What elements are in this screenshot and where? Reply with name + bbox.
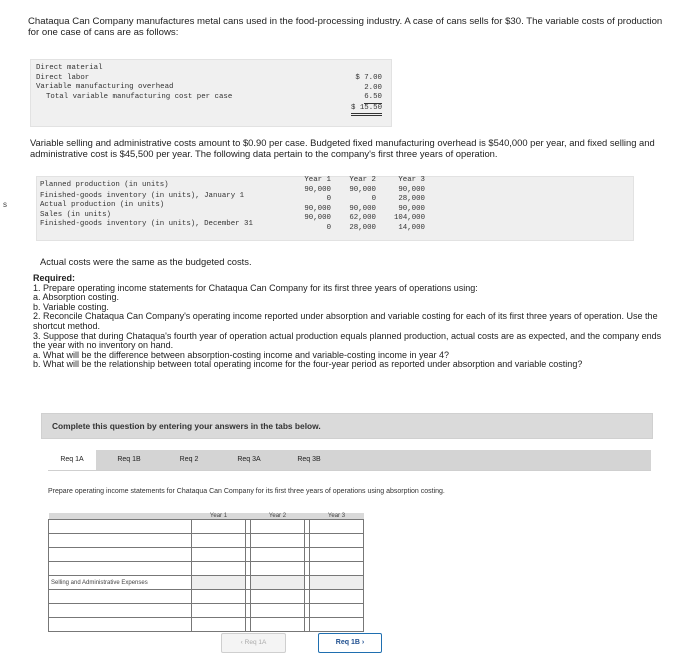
years-row-label: Finished-goods inventory (in units), December 31 <box>40 220 253 229</box>
years-cell: 0 <box>326 195 331 204</box>
years-cell: 28,000 <box>398 195 425 204</box>
years-cell: 90,000 <box>398 185 425 194</box>
years-cell: 28,000 <box>349 223 376 232</box>
prev-tab-button[interactable] <box>221 633 286 653</box>
years-cell: 104,000 <box>393 214 425 223</box>
actual-costs-note: Actual costs were the same as the budgeted costs. <box>40 256 252 267</box>
tab-req-1a[interactable]: Req 1A <box>48 450 96 471</box>
next-tab-button[interactable] <box>318 633 382 653</box>
answer-cell[interactable] <box>192 562 246 576</box>
answer-cell[interactable] <box>192 604 246 618</box>
answer-col-header: Year 3 <box>310 513 364 520</box>
answer-cell[interactable] <box>310 604 364 618</box>
answer-cell[interactable] <box>310 618 364 632</box>
cost-row-value: 2.00 <box>364 83 382 92</box>
answer-cell[interactable] <box>251 520 305 534</box>
years-header: Year 2 <box>349 176 376 184</box>
required-line: 2. Reconcile Chataqua Can Company's operating income reported under absorption and variable costing for each of its first three years of operation. Use the shortcut method. <box>33 311 658 331</box>
years-cell: 90,000 <box>349 185 376 194</box>
tab-prompt: Prepare operating income statements for Chataqua Can Company for its first three years of operations using absorption costing. <box>48 488 445 495</box>
answer-cell[interactable] <box>251 590 305 604</box>
next-tab-label: Req 1B <box>335 639 360 646</box>
cost-table-labels <box>36 64 232 102</box>
answer-row-label[interactable] <box>49 520 192 534</box>
tab-divider <box>48 470 651 471</box>
years-table-labels <box>40 181 253 230</box>
intro-text: Chataqua Can Company manufactures metal cans used in the food-processing industry. A case of cans sells for $30. The variable costs of production for one case of cans are as follows: <box>28 16 663 38</box>
required-line: a. What will be the difference between absorption-costing income and variable-costing income in year 4? <box>33 349 450 360</box>
required-line: 3. Suppose that during Chataqua's fourth year of operation actual production equals planned production, actual costs are as expected, and the company ends the year with no inventory on hand. <box>33 330 662 351</box>
cost-row-label: Direct material <box>36 64 103 72</box>
years-cell: 0 <box>371 195 376 204</box>
years-cell: 0 <box>326 223 331 232</box>
required-line: b. Variable costing. <box>33 301 109 312</box>
prev-tab-label: Req 1A <box>244 639 267 646</box>
cost-row-value: 6.50 <box>364 93 382 104</box>
answer-cell[interactable] <box>310 520 364 534</box>
answer-cell[interactable] <box>251 604 305 618</box>
tab-req-3b[interactable]: Req 3B <box>284 450 334 470</box>
years-row-label: Sales (in units) <box>40 210 111 219</box>
answer-cell[interactable] <box>310 590 364 604</box>
answer-cell[interactable] <box>192 548 246 562</box>
tab-req-2[interactable]: Req 2 <box>164 450 214 470</box>
answer-row-label[interactable] <box>49 548 192 562</box>
answer-cell[interactable] <box>192 534 246 548</box>
required-section <box>33 274 673 370</box>
section-label-selling-admin: Selling and Administrative Expenses <box>49 576 192 590</box>
years-col-3 <box>387 176 425 234</box>
answer-col-header: Year 2 <box>251 513 305 520</box>
tab-bar <box>48 450 651 470</box>
required-heading: Required: <box>33 273 76 283</box>
answer-row-label[interactable] <box>49 618 192 632</box>
cost-table-values <box>338 74 382 116</box>
cost-total-label: Total variable manufacturing cost per case <box>46 92 233 101</box>
answer-cell[interactable] <box>310 534 364 548</box>
years-cell: 90,000 <box>349 204 376 213</box>
answer-cell[interactable] <box>192 590 246 604</box>
years-row-label: Actual production (in units) <box>40 201 165 210</box>
cost-row-value: $ 7.00 <box>355 74 382 82</box>
tab-req-3a[interactable]: Req 3A <box>224 450 274 470</box>
required-line: b. What will be the relationship between total operating income for the four-year period as reported under absorption and variable costing? <box>33 359 583 370</box>
years-header: Year 1 <box>304 176 331 184</box>
answer-row-label[interactable] <box>49 590 192 604</box>
years-cell: 90,000 <box>398 204 425 213</box>
years-col-1 <box>293 176 331 234</box>
years-row-label: Planned production (in units) <box>40 181 169 189</box>
answer-cell[interactable] <box>192 520 246 534</box>
answer-table <box>48 513 364 632</box>
side-mark: s <box>3 200 7 209</box>
years-cell: 90,000 <box>304 185 331 194</box>
years-row-label: Finished-goods inventory (in units), January 1 <box>40 191 245 200</box>
cost-row-label: Variable manufacturing overhead <box>36 83 174 92</box>
answer-cell[interactable] <box>251 562 305 576</box>
answer-cell[interactable] <box>310 548 364 562</box>
answer-row-label[interactable] <box>49 562 192 576</box>
answer-row-label[interactable] <box>49 534 192 548</box>
years-cell: 62,000 <box>349 214 376 223</box>
required-line: a. Absorption costing. <box>33 292 120 303</box>
selling-admin-text: Variable selling and administrative costs amount to $0.90 per case. Budgeted fixed manufacturing overhead is $540,000 per year, and fixed selling and administrative cost is $45,500 per year. The following data pertain to the company's first three years of operation. <box>30 137 655 159</box>
years-cell: 90,000 <box>304 204 331 213</box>
cost-row-label: Direct labor <box>36 73 90 82</box>
instruction-text: Complete this question by entering your answers in the tabs below. <box>52 421 321 431</box>
tab-req-1b[interactable]: Req 1B <box>104 450 154 470</box>
answer-cell[interactable] <box>251 618 305 632</box>
years-cell: 90,000 <box>304 214 331 223</box>
years-cell: 14,000 <box>398 223 425 232</box>
answer-cell[interactable] <box>251 548 305 562</box>
answer-col-header: Year 1 <box>192 513 246 520</box>
years-header: Year 3 <box>398 176 425 184</box>
answer-row-label[interactable] <box>49 604 192 618</box>
required-line: 1. Prepare operating income statements for Chataqua Can Company for its first three years of operations using: <box>33 282 478 293</box>
answer-cell[interactable] <box>310 562 364 576</box>
years-col-2 <box>338 176 376 234</box>
answer-cell[interactable] <box>251 534 305 548</box>
cost-total-value: $ 15.50 <box>351 104 382 117</box>
answer-cell[interactable] <box>192 618 246 632</box>
chevron-right-icon: › <box>359 639 365 646</box>
chevron-left-icon: ‹ <box>240 639 245 646</box>
instruction-bar <box>41 413 653 439</box>
